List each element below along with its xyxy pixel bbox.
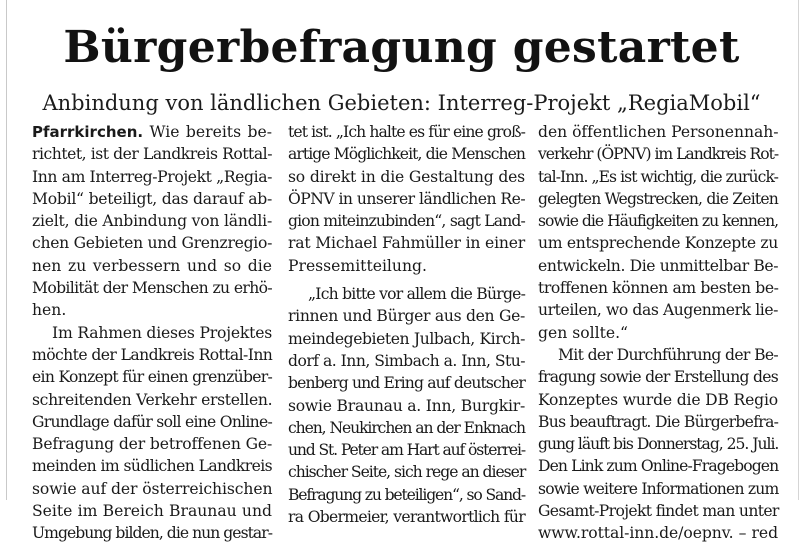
text-line: Mit der Durchführung der Be- bbox=[558, 345, 778, 364]
text-line: meinden im südlichen Landkreis bbox=[32, 457, 272, 476]
article-subheadline: Anbindung von ländlichen Gebieten: Interreg-Projekt „RegiaMobil“ bbox=[42, 91, 761, 115]
text-line: ein Konzept für einen grenzüber- bbox=[32, 368, 273, 387]
text-line: Mobil“ beteiligt, das darauf ab- bbox=[32, 189, 272, 208]
text-line: sowie auf der österreichischen bbox=[32, 479, 273, 498]
text-line: Mobilität der Menschen zu erhö- bbox=[32, 279, 272, 298]
text-line: um entsprechende Konzepte zu bbox=[538, 234, 779, 253]
text-column-1 bbox=[32, 121, 272, 545]
text-line: dorf a. Inn, Simbach a. Inn, Stu- bbox=[288, 351, 526, 370]
text-line: Pfarrkirchen. Wie bereits be- bbox=[32, 123, 272, 141]
text-line: Inn am Interreg-Projekt „Regia- bbox=[32, 167, 272, 186]
text-line: möchte der Landkreis Rottal-Inn bbox=[32, 345, 273, 364]
text-line: „Ich bitte vor allem die Bürge- bbox=[308, 285, 526, 304]
text-line: sowie Braunau a. Inn, Burgkir- bbox=[288, 396, 525, 415]
text-line: und St. Peter am Hart auf österrei- bbox=[288, 441, 525, 460]
text-line: Umgebung bilden, die nun gestar- bbox=[32, 524, 273, 543]
text-line: artige Möglichkeit, die Menschen bbox=[288, 145, 525, 164]
text-line: sowie die Häufigkeiten zu kennen, bbox=[538, 212, 779, 231]
text-line: fragung sowie der Erstellung des bbox=[538, 368, 778, 387]
text-line: Konzeptes wurde die DB Regio bbox=[538, 390, 778, 409]
text-line: Pressemitteilung. bbox=[288, 256, 427, 275]
text-line: nen zu verbessern und so die bbox=[32, 256, 272, 275]
dateline: Pfarrkirchen. bbox=[32, 123, 144, 141]
text-line: so direkt in die Gestaltung des bbox=[288, 167, 525, 186]
text-line: verkehr (ÖPNV) im Landkreis Rot- bbox=[538, 145, 779, 164]
text-line: chischer Seite, sich rege an dieser bbox=[288, 463, 526, 482]
text-line: ra Obermeier, verantwortlich für bbox=[288, 508, 525, 527]
text-line: tet ist. „Ich halte es für eine groß- bbox=[288, 123, 526, 141]
text-line: gung läuft bis Donnerstag, 25. Juli. bbox=[538, 435, 779, 454]
text-line: gen sollte.“ bbox=[538, 323, 628, 342]
text-line: sowie weitere Informationen zum bbox=[538, 479, 779, 498]
text-column-3 bbox=[538, 121, 778, 545]
text-line: ÖPNV in unserer ländlichen Re- bbox=[288, 189, 526, 208]
text-line: zielt, die Anbindung von ländli- bbox=[32, 212, 272, 231]
text-line: Im Rahmen dieses Projektes bbox=[52, 323, 273, 342]
text-line: Grundlage dafür soll eine Online- bbox=[32, 412, 273, 431]
text-line: hen. bbox=[32, 301, 67, 320]
text-column-2 bbox=[288, 121, 525, 528]
text-line: meindegebieten Julbach, Kirch- bbox=[288, 329, 525, 348]
text-line: den öffentlichen Personennah- bbox=[538, 123, 779, 141]
text-line: Bus beauftragt. Die Bürgerbefra- bbox=[538, 412, 779, 431]
text-line: Gesamt-Projekt findet man unter bbox=[538, 502, 779, 521]
text-line: www.rottal-inn.de/oepnv. – red bbox=[538, 524, 778, 543]
text-line: tal-Inn. „Es ist wichtig, die zurück- bbox=[538, 167, 778, 186]
text-line: chen, Neukirchen an der Enknach bbox=[288, 418, 525, 437]
text-line: chen Gebieten und Grenzregio- bbox=[32, 234, 273, 253]
text-line: entwickeln. Die unmittelbar Be- bbox=[538, 256, 779, 275]
text-line: richtet, ist der Landkreis Rottal- bbox=[32, 145, 272, 164]
left-column-rule bbox=[6, 0, 7, 500]
right-column-rule bbox=[798, 0, 799, 500]
text-line: gion miteinzubinden“, sagt Land- bbox=[288, 212, 525, 231]
text-line: Befragung der betroffenen Ge- bbox=[32, 435, 273, 454]
text-line: benberg und Ering auf deutscher bbox=[288, 374, 525, 393]
text-line: rat Michael Fahmüller in einer bbox=[288, 234, 525, 253]
article-headline: Bürgerbefragung gestartet bbox=[63, 22, 740, 73]
text-line: troffenen können am besten be- bbox=[538, 279, 779, 298]
text-line: Den Link zum Online-Fragebogen bbox=[538, 457, 779, 476]
text-line: gelegten Wegstrecken, die Zeiten bbox=[538, 189, 778, 208]
text-line: Seite im Bereich Braunau und bbox=[32, 502, 272, 521]
text-line: Befragung zu beteiligen“, so Sand- bbox=[288, 485, 525, 504]
text-line: schreitenden Verkehr erstellen. bbox=[32, 390, 273, 409]
text-line: rinnen und Bürger aus den Ge- bbox=[288, 307, 525, 326]
text-line: urteilen, wo das Augenmerk lie- bbox=[538, 301, 778, 320]
